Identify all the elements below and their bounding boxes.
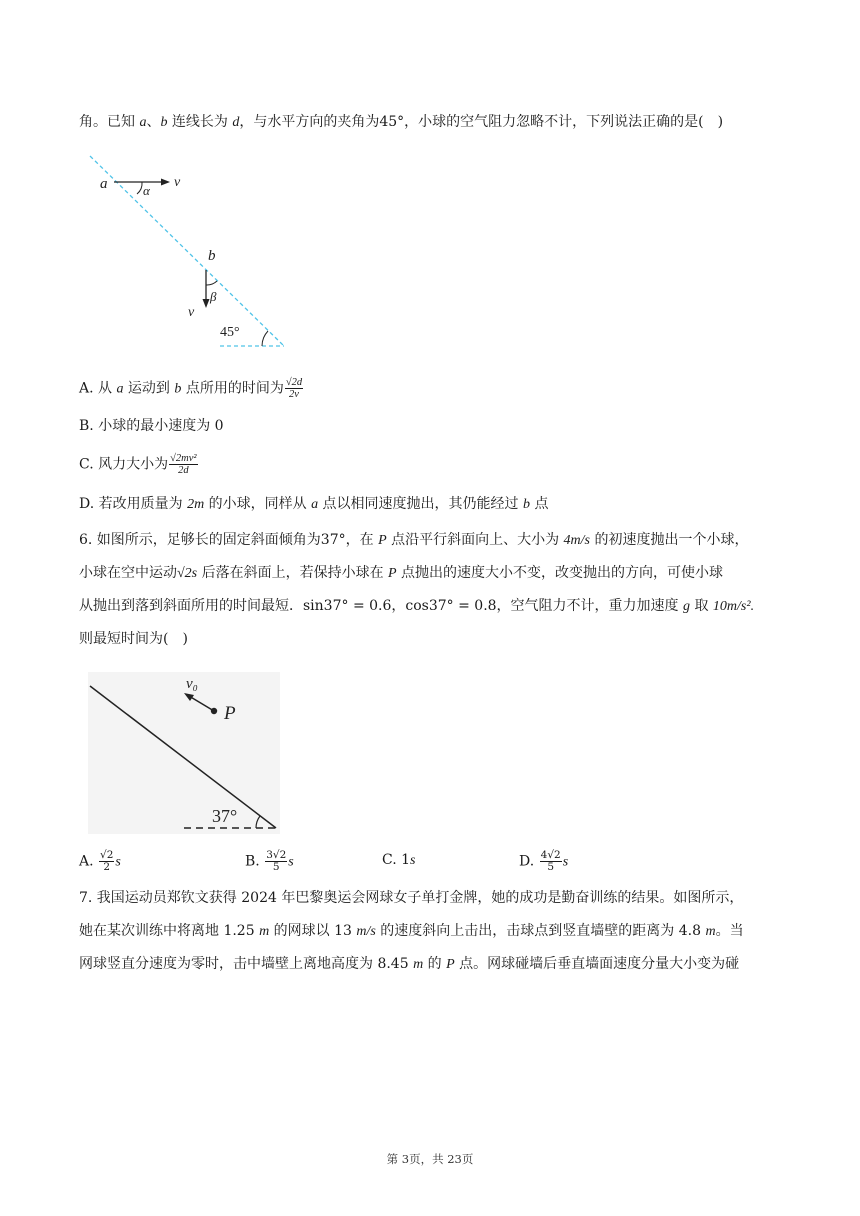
q6-stem-line3: 从抛出到落到斜面所用的时间最短．sin37° = 0.6，cos37° = 0.8，空气阻力不计，重力加速度 g 取 10m/s². [79, 598, 755, 614]
point-p [211, 708, 217, 714]
q6-option-b[interactable]: B. $\frac{3√2}{5}$ s [245, 849, 294, 873]
fraction: $\frac{3√2}{5}$ [266, 849, 287, 873]
q5-option-b[interactable]: B. 小球的最小速度为 0 [79, 418, 224, 434]
page-footer: 第 3页，共 23页 [386, 1152, 474, 1166]
q6-figure [88, 672, 280, 834]
q6-stem-line2: 小球在空中运动√2s 后落在斜面上，若保持小球在 P 点抛出的速度大小不变，改变抛出的方向，可使小球 [79, 565, 724, 581]
q5-stem: 角。已知 a、b 连线长为 d，与水平方向的夹角为45°，小球的空气阻力忽略不计，下列说法正确的是( ) [79, 114, 724, 130]
q7-stem-line2: 她在某次训练中将离地 1.25 m 的网球以 13 m/s 的速度斜向上击出，击球点到竖直墙壁的距离为 4.8 m。当 [79, 923, 744, 939]
q5-option-c[interactable]: C. 风力大小为 $\frac{\text{√2mv²}}{2d}$ [79, 453, 197, 476]
q5-figure [80, 150, 300, 355]
label-a: a [100, 176, 108, 192]
label-v0: v₀ [186, 676, 198, 692]
q6-option-d[interactable]: D. $\frac{4√2}{5}$ s [519, 849, 569, 873]
q6-option-a[interactable]: A. $\frac{√2}{2}$ s [79, 849, 121, 873]
label-v-bottom: v [188, 305, 195, 320]
q7-stem-line1: 7. 我国运动员郑钦文获得 2024 年巴黎奥运会网球女子单打金牌，她的成功是勤奋训练的结果。如图所示， [79, 890, 744, 906]
q6-option-c[interactable]: C. 1s [382, 852, 416, 868]
label-p: P [224, 703, 236, 724]
label-beta: β [210, 289, 217, 304]
label-37: 37° [212, 806, 238, 826]
label-b: b [208, 248, 216, 264]
angle-45-arc [262, 331, 268, 346]
q5-option-d[interactable]: D. 若改用质量为 2m 的小球，同样从 a 点以相同速度抛出，其仍能经过 b 点 [79, 496, 549, 512]
alpha-arc [137, 182, 142, 194]
incline-line [90, 156, 284, 346]
label-alpha: α [143, 183, 150, 198]
q7-stem-line3: 网球竖直分速度为零时，击中墙壁上离地高度为 8.45 m 的 P 点。网球碰墙后垂直墙面速度分量大小变为碰 [79, 956, 740, 972]
fraction: $\frac{√2d}{2v}$ [285, 377, 303, 400]
q6-stem-line1: 6. 如图所示，足够长的固定斜面倾角为37°，在 P 点沿平行斜面向上、大小为 4m/s 的初速度抛出一个小球， [79, 532, 749, 548]
label-45: 45° [220, 325, 240, 340]
fraction: $\frac{\text{√2mv²}}{2d}$ [170, 453, 197, 476]
fraction: $\frac{√2}{2}$ [100, 849, 114, 873]
label-v-top: v [174, 175, 181, 190]
beta-arc [206, 281, 217, 285]
q6-stem-line4: 则最短时间为( ) [79, 631, 188, 647]
fraction: $\frac{4√2}{5}$ [540, 849, 561, 873]
q5-option-a[interactable]: A. 从 a 运动到 b 点所用的时间为 $\frac{√2d}{2v}$ [79, 377, 303, 400]
